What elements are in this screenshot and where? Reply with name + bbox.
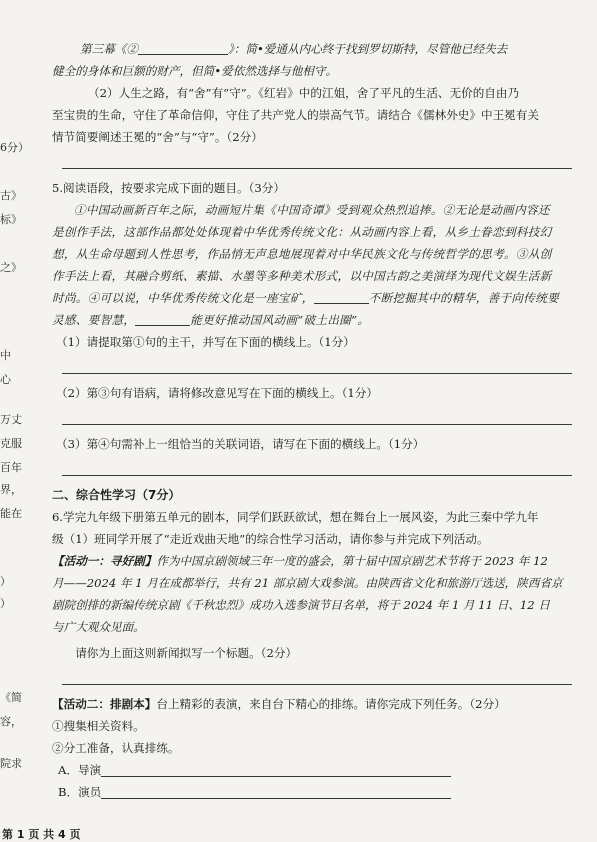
q5-blank-2[interactable]	[135, 312, 190, 326]
margin-fragment: 界，	[0, 483, 22, 496]
q5-sub1: （1）请提取第①句的主干，并写在下面的横线上。（1分）	[56, 335, 355, 349]
activity2-label: 【活动二：排剧本】	[52, 697, 157, 711]
q5-text: 灵感、要智慧，	[52, 313, 136, 327]
margin-fragment: 能在	[0, 507, 22, 520]
section2-title: 二、综合性学习（7分）	[52, 488, 181, 502]
q5-sub2: （2）第③句有语病，请将修改意见写在下面的横线上。（1分）	[56, 386, 378, 400]
margin-fragment: 《简	[0, 691, 22, 704]
margin-fragment: 标》	[0, 213, 22, 226]
role-a-line	[52, 759, 578, 781]
q5-sub3: （3）第④句需补上一组恰当的关联词语，请写在下面的横线上。（1分）	[56, 437, 425, 451]
margin-fragment: ）	[0, 575, 11, 588]
margin-fragment: 6分）	[0, 141, 29, 154]
margin-fragment: 百年	[0, 461, 22, 474]
margin-fragment: 容，	[0, 715, 22, 728]
margin-fragment: ）	[0, 597, 11, 610]
page-footer: 第 1 页 共 4 页	[2, 828, 81, 841]
q5-line: 想，从生命母题到人性思考，作品悄无声息地展现着对中华民族文化与传统哲学的思考。③从创	[52, 247, 552, 261]
act3-cont: 健全的身体和巨额的财产，但简•爱依然选择与他相守。	[52, 64, 338, 78]
q4-2-line1: （2）人生之路，有“舍”有“守”。《红岩》中的江姐，舍了平凡的生活、无价的自由乃	[88, 86, 520, 100]
act3-label: 第三幕《②	[80, 42, 138, 56]
q5-line: 是创作手法，这部作品都处处体现着中华优秀传统文化：从动画内容上看，从乡土眷恋到科技幻	[52, 225, 552, 239]
margin-fragment: 万丈	[0, 413, 22, 426]
act3-blank[interactable]	[138, 41, 228, 55]
margin-fragment: 心	[0, 373, 11, 386]
activity2-line	[52, 693, 578, 715]
q5-line	[52, 287, 578, 309]
act3-close: 》：简•爱通从内心终于找到罗切斯特，尽管他已经失去	[227, 42, 508, 56]
q5-text: 不断挖掘其中的精华，善于向传统要	[368, 291, 559, 305]
role-b-answer[interactable]	[101, 785, 451, 799]
q5-sub1-answer-line[interactable]	[62, 357, 572, 374]
q4-2-answer-line[interactable]	[62, 152, 572, 169]
role-a-answer[interactable]	[101, 763, 451, 777]
activity2-text: 台上精彩的表演，来自台下精心的排练。请你完成下列任务。（2分）	[156, 697, 506, 711]
q4-2-line3: 情节简要阐述王冕的“舍”与“守”。（2分）	[52, 130, 263, 144]
q5-sub3-answer-line[interactable]	[62, 459, 572, 476]
activity1-question: 请你为上面这则新闻拟写一个标题。（2分）	[75, 646, 298, 660]
activity1-label: 【活动一：寻好剧】	[52, 554, 157, 568]
q5-blank-1[interactable]	[314, 290, 369, 304]
margin-fragment: 院求	[0, 757, 22, 770]
q5-text: 能更好推动国风动画“破土出圈”。	[190, 313, 370, 327]
activity1-line2: 月——2024 年 1 月在成都举行，共有 21 部京剧大戏参演。由陕西省文化和旅游厅选送，陕西省京	[52, 576, 563, 590]
q5-sub2-answer-line[interactable]	[62, 408, 572, 425]
q6-intro-2: 级（1）班同学开展了“走近戏曲天地”的综合性学习活动，请你参与并完成下列活动。	[52, 532, 489, 546]
task-2: ②分工准备，认真排练。	[52, 741, 180, 755]
q5-line: 作手法上看，其融合剪纸、素描、水墨等多种美术形式，以中国古韵之美演绎为现代文娱生活新	[52, 269, 552, 283]
task-1: ①搜集相关资料。	[52, 719, 145, 733]
activity1-text: 作为中国京剧领域三年一度的盛会，第十届中国京剧艺术节将于 2023 年 12	[156, 554, 548, 568]
role-b-line	[52, 781, 578, 803]
q5-passage	[52, 199, 578, 331]
margin-fragment: 克服	[0, 437, 22, 450]
q5-line	[52, 309, 578, 331]
left-margin-fragments	[0, 0, 46, 841]
q5-line: ①中国动画新百年之际，动画短片集《中国奇谭》受到观众热烈追捧。②无论是动画内容还	[74, 203, 550, 217]
q5-title: 5.阅读语段，按要求完成下面的题目。（3分）	[52, 181, 285, 195]
role-a-label: A．导演	[58, 763, 102, 777]
question-content	[52, 38, 578, 803]
q4-2-line2: 至宝贵的生命，守住了革命信仰，守住了共产党人的崇高气节。请结合《儒林外史》中王冕有关	[52, 108, 539, 122]
q5-text: 时尚。④可以说，中华优秀传统文化是一座宝矿，	[52, 291, 314, 305]
margin-fragment: 之》	[0, 261, 22, 274]
activity1-line1	[52, 550, 578, 572]
margin-fragment: 中	[0, 349, 11, 362]
activity1-answer-line[interactable]	[62, 668, 572, 685]
act3-line	[52, 38, 578, 60]
q6-intro-1: 6.学完九年级下册第五单元的剧本，同学们跃跃欲试，想在舞台上一展风姿，为此三秦中学九年	[52, 510, 539, 524]
margin-fragment: 古》	[0, 189, 22, 202]
activity1-line3: 剧院创排的新编传统京剧《千秋忠烈》成功入选参演节目名单，将于 2024 年 1 月 11 日、12 日	[52, 598, 550, 612]
activity1-line4: 与广大观众见面。	[52, 620, 145, 634]
role-b-label: B．演员	[58, 785, 102, 799]
